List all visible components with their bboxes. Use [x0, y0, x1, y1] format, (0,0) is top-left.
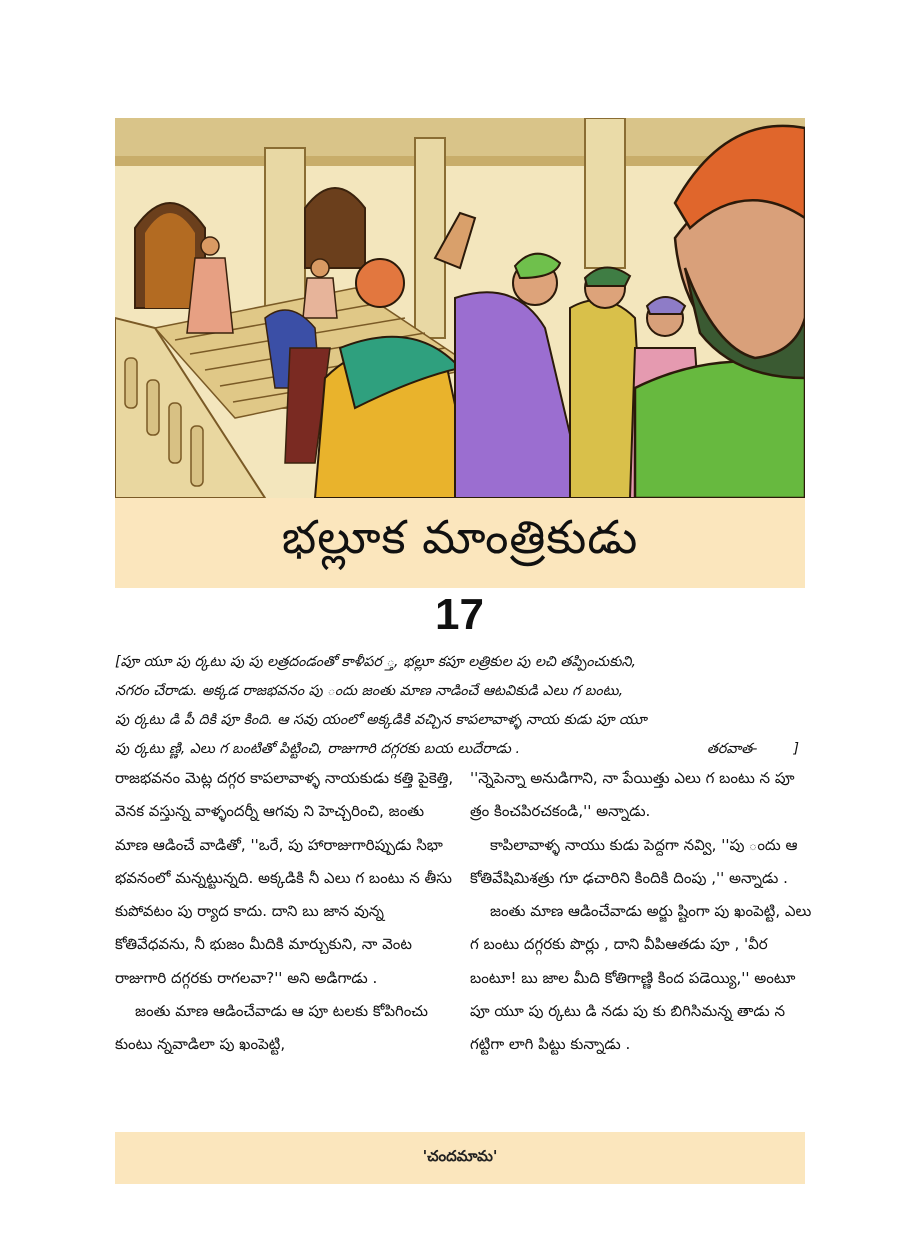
summary-last-line: [115, 735, 805, 764]
footer-band: [115, 1132, 805, 1184]
continued-label: తరవాత-: [706, 741, 758, 757]
paragraph: జంతు మాణ ఆడించేవాడు ఆ పూ టలకు కోపిగించు కుంటు న్నవాడిలా పు ఖంపెట్టి,: [115, 1002, 429, 1054]
summary-line: పు ర్కటు ణ్ణి, ఎలు గ బంటితో పిట్టించి, రాజుగారి దగ్గరకు బయ లుదేరాడు .: [115, 741, 520, 757]
paragraph: జంతు మాణ ఆడించేవాడు అర్జు ష్టింగా పు ఖంపెట్టి, ఎలు గ బంటు దగ్గరకు పొర్లు , దాని వీపిఆతడు పూ , 'వీర బంటూ! బు జాల మీది కోతిగాణ్ణి కింద పడెయ్యి,'' అంటూ పూ యూ పు ర్కటు డి నడు పు కు బిగిసిమన్న తాడు న గట్టిగా లాగి పిట్టు కున్నాడు .: [470, 902, 812, 1054]
summary-block: [115, 648, 805, 764]
chapter-number: 17: [435, 590, 484, 639]
summary-line: నగరం చేరాడు. అక్కడ రాజభవనం పు ందు జంతు మాణ నాడించే ఆటవికుడి ఎలు గ బంటు,: [115, 683, 624, 699]
paragraph: ''న్నెపెన్నా అనుడిగాని, నా పేయిత్తు ఎలు గ బంటు న పూ త్రం కించపిరచకండి,'' అన్నాడు.: [470, 769, 795, 821]
summary-line: [పూ యూ పు ర్కటు పు పు లత్రదండంతో కాళీపర ్త, భల్లూ కపూ లత్రికుల పు లచి తప్పించుకుని,: [115, 654, 636, 670]
paragraph: కాపిలావాళ్ళ నాయు కుడు పెద్దగా నవ్వి, ''పు ందు ఆ కోతివేషిమిశత్రు గూ ఢచారిని కిందికి దింపు ,'' అన్నాడు .: [470, 835, 798, 887]
paragraph: రాజభవనం మెట్ల దగ్గర కాపలావాళ్ళ నాయకుడు కత్తి పైకెత్తి, వెనక వస్తున్న వాళ్ళందర్నీ ఆగవు ని హెచ్చరించి, జంతు మాణ ఆడించే వాడితో, ''ఒరే, పు హారాజుగారిప్పుడు సిభా భవనంలో మన్నట్టున్నది. అక్కడికి నీ ఎలు గ బంటు న తీసు కుపోవటం పు ర్యాద కాదు. దాని బు జాన వున్న కోతివేధవను, నీ భుజం మీదికి మార్చుకుని, నా వెంట రాజుగారి దగ్గరకు రాగలవా?'' అని అడిగాడు .: [115, 769, 454, 987]
close-bracket: ]: [793, 741, 799, 757]
body-column-left: [115, 762, 460, 1062]
magazine-name: 'చందమామ': [422, 1147, 498, 1165]
body-column-right: [470, 762, 815, 1062]
story-title: భల్లూక మాంత్రికుడు: [281, 510, 639, 564]
summary-line: పు ర్కటు డి పీ దికి పూ కింది. ఆ సవు యంలో అక్కడికి వచ్చిన కాపలావాళ్ళ నాయ కుడు పూ యూ: [115, 712, 647, 728]
title-band: [115, 498, 805, 588]
story-illustration: [115, 118, 805, 498]
